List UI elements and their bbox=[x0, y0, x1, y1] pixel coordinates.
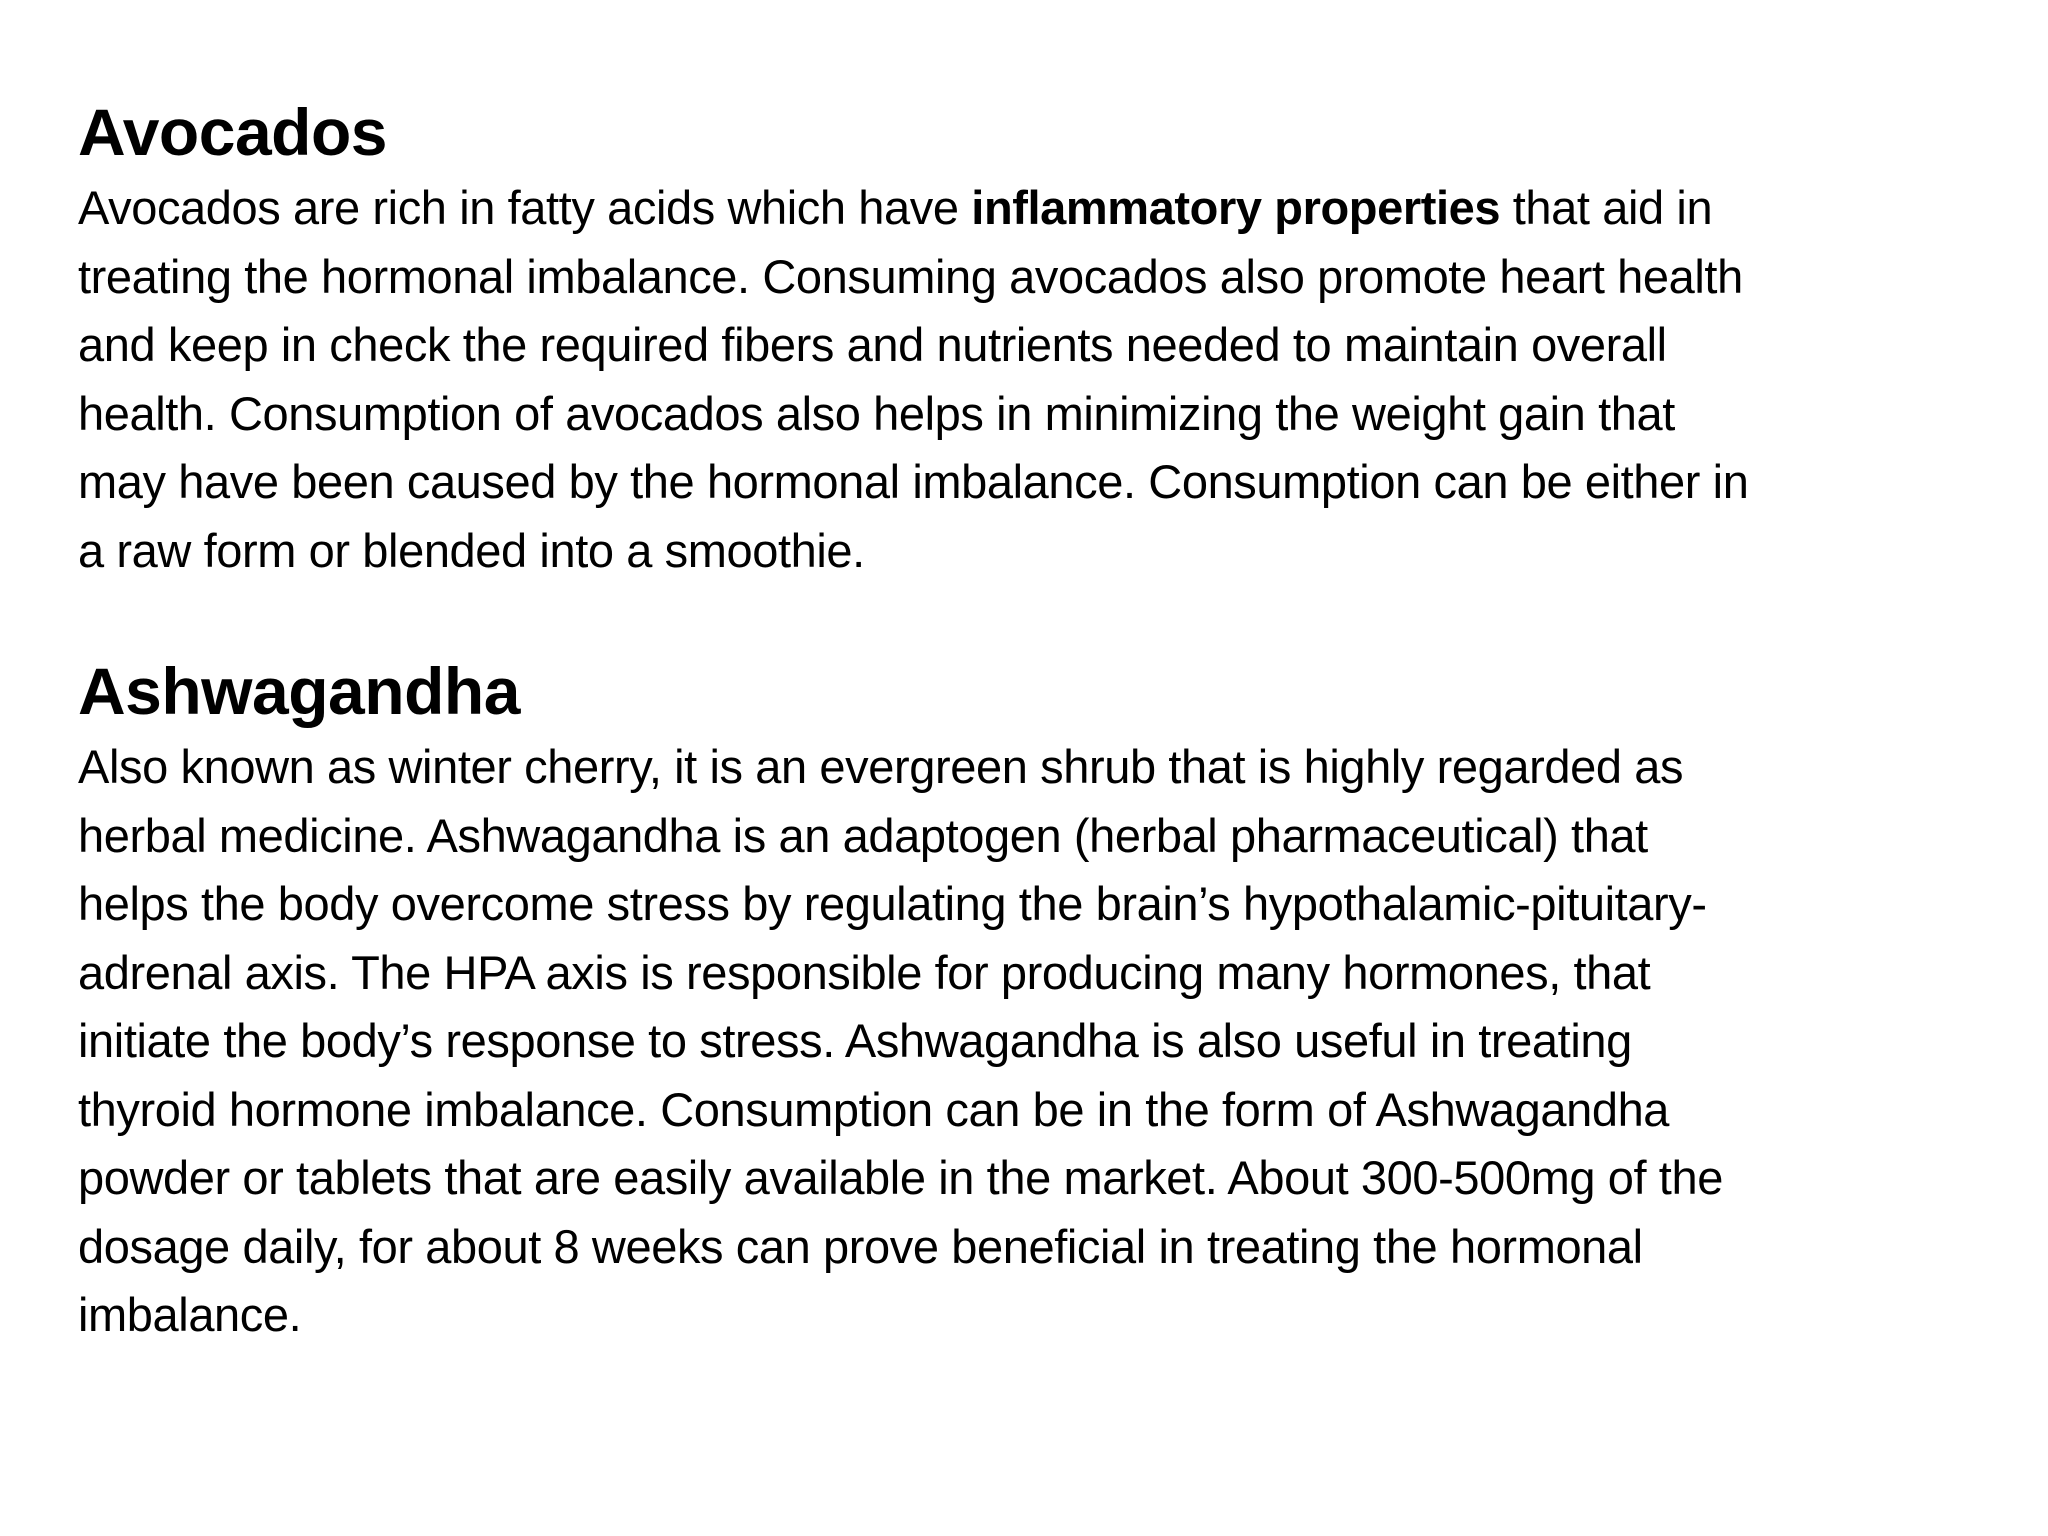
bold-phrase: inflammatory properties bbox=[971, 181, 1501, 234]
paragraph-line: health. Consumption of avocados also helps in minimizing the weight gain that bbox=[78, 386, 1675, 440]
section-paragraph bbox=[78, 174, 1998, 585]
section-title: Ashwagandha bbox=[78, 654, 520, 728]
paragraph-line: Also known as winter cherry, it is an evergreen shrub that is highly regarded as bbox=[78, 740, 1684, 793]
paragraph-line: thyroid hormone imbalance. Consumption can be in the form of Ashwagandha bbox=[78, 1082, 1670, 1136]
section-avocados bbox=[78, 90, 1998, 585]
paragraph-line: a raw form or blended into a smoothie. bbox=[78, 523, 865, 577]
document-page bbox=[78, 90, 1998, 1350]
paragraph-line: and keep in check the required fibers and nutrients needed to maintain overall bbox=[78, 318, 1667, 371]
section-title: Avocados bbox=[78, 95, 387, 169]
paragraph-line: imbalance. bbox=[78, 1288, 302, 1341]
text-run: that aid in bbox=[1500, 181, 1713, 234]
paragraph-line: initiate the body’s response to stress. Ashwagandha is also useful in treating bbox=[78, 1014, 1632, 1067]
section-paragraph bbox=[78, 733, 1998, 1350]
paragraph-line: dosage daily, for about 8 weeks can prove beneficial in treating the hormonal bbox=[78, 1219, 1643, 1273]
section-ashwagandha bbox=[78, 649, 1998, 1350]
paragraph-line: adrenal axis. The HPA axis is responsible for producing many hormones, that bbox=[78, 945, 1651, 999]
paragraph-line bbox=[78, 174, 1998, 243]
paragraph-line: may have been caused by the hormonal imbalance. Consumption can be either in bbox=[78, 455, 1749, 508]
paragraph-line: helps the body overcome stress by regulating the brain’s hypothalamic-pituitary- bbox=[78, 877, 1707, 930]
paragraph-line: herbal medicine. Ashwagandha is an adaptogen (herbal pharmaceutical) that bbox=[78, 808, 1648, 862]
text-run: Avocados are rich in fatty acids which have bbox=[78, 181, 972, 234]
paragraph-line: powder or tablets that are easily available in the market. About 300-500mg of the bbox=[78, 1151, 1723, 1204]
paragraph-line: treating the hormonal imbalance. Consuming avocados also promote heart health bbox=[78, 249, 1743, 303]
